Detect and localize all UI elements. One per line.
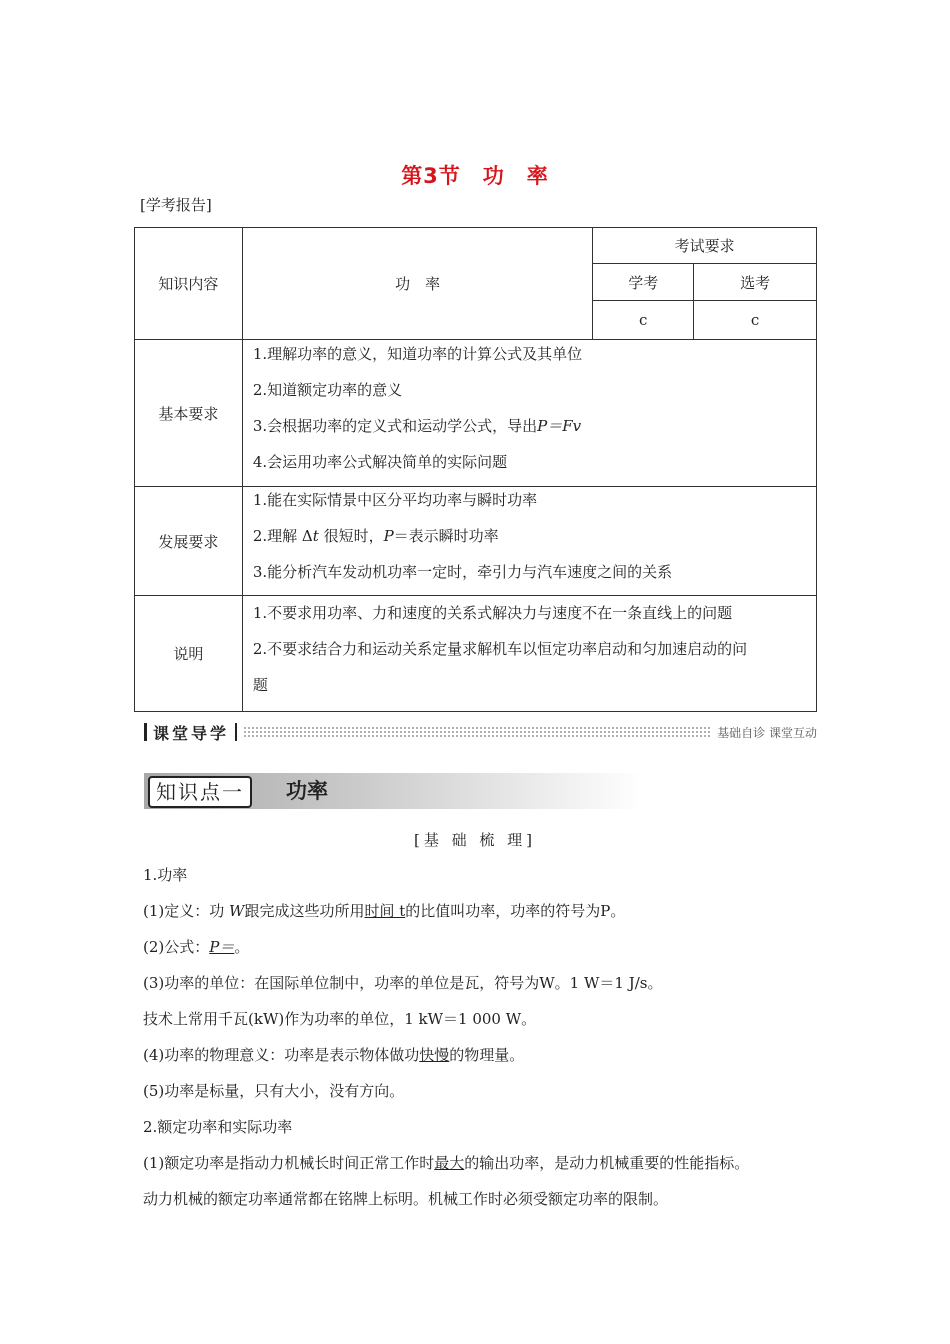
- note-item: 2.不要求结合力和运动关系定量求解机车以恒定功率启动和匀加速启动的问: [252, 639, 748, 658]
- knowledge-point-banner: [144, 773, 644, 809]
- col-xuankao: 选考: [694, 264, 817, 301]
- val-xuekao: c: [593, 301, 694, 340]
- val-xuankao: c: [694, 301, 817, 340]
- text-line: 动力机械的额定功率通常都在铭牌上标明。机械工作时必须受额定功率的限制。: [143, 1190, 669, 1208]
- text-line: (3)功率的单位：在国际单位制中，功率的单位是瓦，符号为W。1 W＝1 J/s。: [143, 974, 663, 992]
- basic-item: 2.知道额定功率的意义: [252, 381, 403, 399]
- note-item-continued: 题: [252, 675, 268, 694]
- subheading: [基 础 梳 理]: [413, 831, 536, 849]
- development-requirements: [242, 487, 816, 596]
- underlined-answer: 时间 t: [364, 902, 406, 920]
- row-label-basic: 基本要求: [135, 340, 243, 487]
- bar-tick: [235, 723, 237, 741]
- section-bar-title: 课堂导学: [153, 723, 230, 743]
- body-text: [143, 862, 823, 1222]
- exam-header: 考试要求: [593, 228, 817, 264]
- text-line: 2.额定功率和实际功率: [143, 1118, 293, 1136]
- underlined-answer: P＝: [209, 938, 235, 956]
- section-bar: [144, 721, 817, 743]
- requirements-table: [134, 227, 817, 712]
- section-bar-right: 基础自诊 课堂互动: [717, 725, 817, 740]
- note-item: 1.不要求用功率、力和速度的关系式解决力与速度不在一条直线上的问题: [252, 603, 733, 622]
- formula: P＝Fv: [537, 417, 582, 435]
- row-label-knowledge: 知识内容: [135, 228, 243, 340]
- dotted-divider: [243, 726, 711, 738]
- dev-item: 3.能分析汽车发动机功率一定时，牵引力与汽车速度之间的关系: [252, 563, 673, 581]
- bar-tick: [144, 723, 147, 741]
- dev-item: 1.能在实际情景中区分平均功率与瞬时功率: [252, 491, 538, 509]
- text-line: 1.功率: [143, 866, 188, 884]
- report-label: [学考报告]: [140, 196, 212, 214]
- text-line: 技术上常用千瓦(kW)作为功率的单位，1 kW＝1 000 W。: [143, 1010, 537, 1028]
- row-label-development: 发展要求: [135, 487, 243, 596]
- knowledge-content: 功 率: [242, 228, 592, 340]
- basic-item: 1.理解功率的意义，知道功率的计算公式及其单位: [252, 345, 583, 363]
- underlined-answer: 最大: [434, 1154, 465, 1172]
- text-line: (1)定义：功 W跟完成这些功所用时间 t的比值叫功率，功率的符号为P。: [143, 902, 626, 920]
- text-line: (2)公式：P＝。: [143, 938, 250, 956]
- underlined-answer: 快慢: [419, 1046, 450, 1064]
- knowledge-point-label: 知识点一: [148, 776, 252, 808]
- basic-requirements: [242, 340, 816, 487]
- basic-item: 4.会运用功率公式解决简单的实际问题: [252, 453, 508, 471]
- basic-item: 3.会根据功率的定义式和运动学公式，导出P＝Fv: [252, 417, 582, 435]
- notes: [242, 596, 816, 712]
- col-xuekao: 学考: [593, 264, 694, 301]
- dev-item: 2.理解 Δt 很短时，P＝表示瞬时功率: [252, 527, 499, 545]
- text-line: (5)功率是标量，只有大小，没有方向。: [143, 1082, 405, 1100]
- text-line: (4)功率的物理意义：功率是表示物体做功快慢的物理量。: [143, 1046, 525, 1064]
- text-line: (1)额定功率是指动力机械长时间正常工作时最大的输出功率，是动力机械重要的性能指标。: [143, 1154, 750, 1172]
- row-label-note: 说明: [135, 596, 243, 712]
- page-title: 第3节 功 率: [401, 164, 549, 188]
- knowledge-point-topic: 功率: [286, 779, 328, 803]
